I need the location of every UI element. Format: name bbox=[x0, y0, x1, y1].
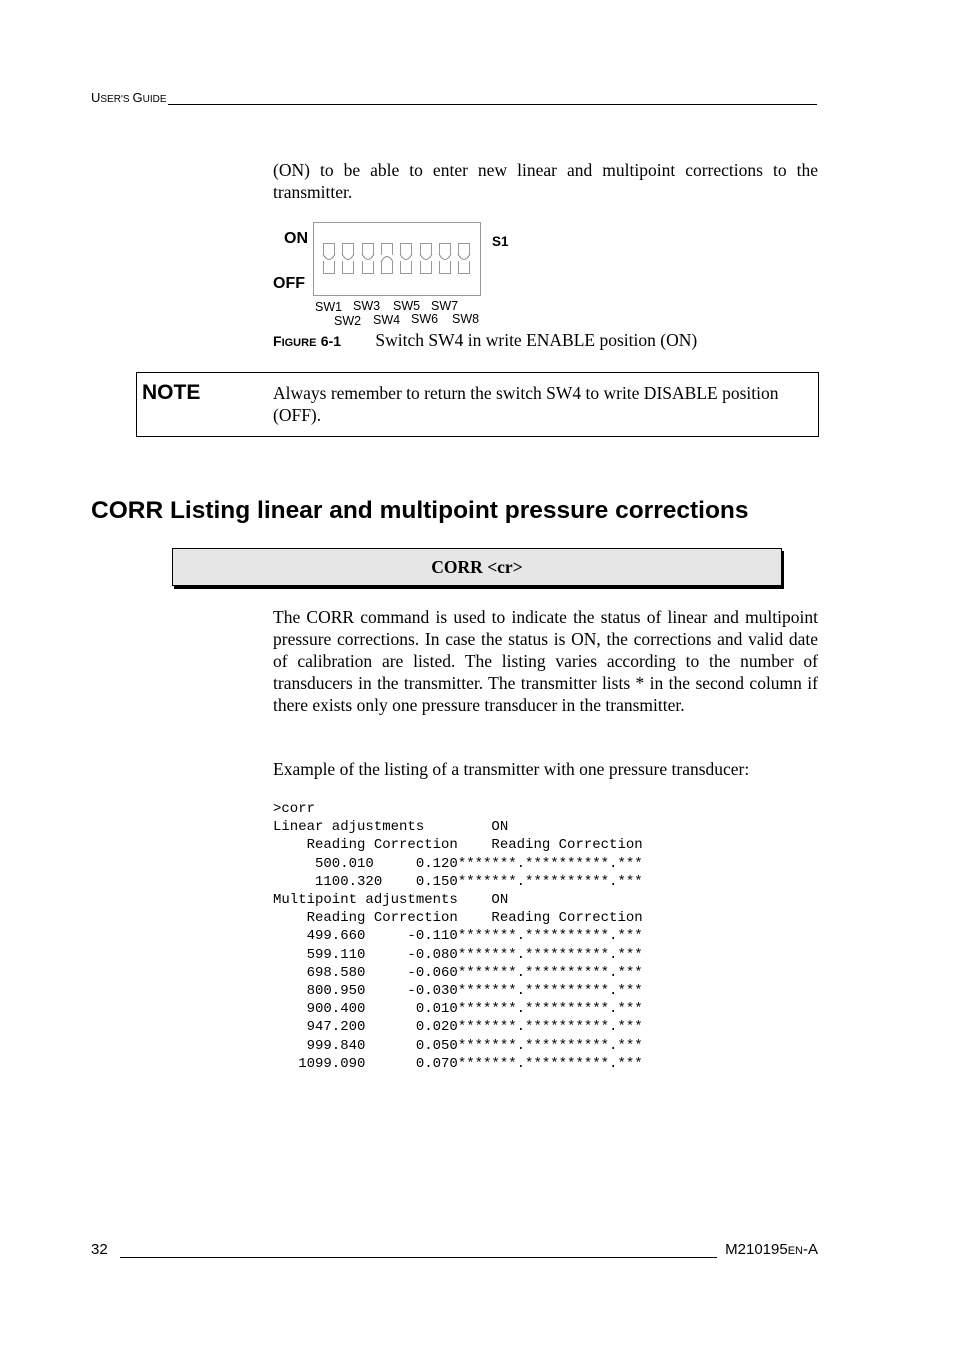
listing-line: Reading Correction Reading Correction bbox=[273, 910, 643, 927]
listing-line: 1099.090 0.070*******.**********.*** bbox=[273, 1055, 643, 1072]
page-number: 32 bbox=[91, 1241, 108, 1258]
switch-label: SW3 bbox=[353, 299, 381, 313]
listing-line: 499.660 -0.110*******.**********.*** bbox=[273, 928, 643, 945]
running-header bbox=[91, 90, 817, 105]
listing-line: Reading Correction Reading Correction bbox=[273, 837, 643, 854]
switch-label: SW8 bbox=[452, 312, 480, 326]
running-footer bbox=[91, 1241, 818, 1258]
off-label: OFF bbox=[273, 275, 305, 292]
header-letter: U bbox=[91, 90, 101, 105]
switch-label: SW2 bbox=[334, 314, 362, 328]
figure-caption bbox=[273, 330, 818, 351]
switch-name: S1 bbox=[492, 234, 509, 249]
listing-line: Multipoint adjustments ON bbox=[273, 892, 509, 909]
listing-line: 947.200 0.020*******.**********.*** bbox=[273, 1019, 643, 1036]
on-label: ON bbox=[284, 230, 308, 247]
listing-line: >corr bbox=[273, 801, 316, 817]
description-paragraph: The CORR command is used to indicate the status of linear and multipoint pressure corrections. In case the status is ON, the corrections and valid date of calibration are listed. The listing varies according to the number of transducers in the transmitter. The transmitter lists * in the second column if there exists only one pressure transducer in the transmitter. bbox=[273, 607, 818, 715]
note-label: NOTE bbox=[142, 381, 201, 404]
doc-code bbox=[725, 1241, 818, 1258]
listing-line: 800.950 -0.030*******.**********.*** bbox=[273, 983, 643, 1000]
listing-line: 698.580 -0.060*******.**********.*** bbox=[273, 964, 643, 981]
listing-line: 500.010 0.120*******.**********.*** bbox=[273, 855, 643, 872]
dip-switch-block bbox=[313, 222, 481, 296]
doc-code-suffix: -A bbox=[803, 1241, 818, 1258]
dip-switch bbox=[420, 243, 433, 275]
dip-switch bbox=[439, 243, 452, 275]
dip-switch bbox=[323, 243, 336, 275]
switch-label: SW1 bbox=[315, 300, 343, 314]
command-listing bbox=[273, 800, 643, 1073]
switch-label: SW4 bbox=[373, 313, 401, 327]
dip-switch bbox=[400, 243, 413, 275]
listing-line: 1100.320 0.150*******.**********.*** bbox=[273, 873, 643, 890]
dip-switch bbox=[362, 243, 375, 275]
section-heading: CORR Listing linear and multipoint pressure corrections bbox=[91, 497, 749, 524]
command-box bbox=[172, 548, 782, 586]
header-letters: UIDE bbox=[142, 94, 167, 105]
dip-switch bbox=[342, 243, 355, 275]
switch-label: SW7 bbox=[431, 299, 459, 313]
intro-paragraph: (ON) to be able to enter new linear and multipoint corrections to the transmitter. bbox=[273, 160, 818, 202]
header-rule bbox=[168, 92, 817, 105]
caption-letter: F bbox=[273, 333, 282, 349]
dip-switch bbox=[381, 243, 394, 275]
switch-label: SW6 bbox=[411, 312, 439, 326]
dip-switch bbox=[458, 243, 471, 275]
listing-line: 900.400 0.010*******.**********.*** bbox=[273, 1001, 643, 1018]
footer-rule bbox=[120, 1242, 717, 1258]
note-text: Always remember to return the switch SW4 to write DISABLE position (OFF). bbox=[273, 383, 779, 425]
listing-line: Linear adjustments ON bbox=[273, 819, 509, 836]
caption-text: Switch SW4 in write ENABLE position (ON) bbox=[375, 330, 698, 350]
example-intro: Example of the listing of a transmitter with one pressure transducer: bbox=[273, 759, 750, 779]
header-letter: G bbox=[132, 90, 143, 105]
listing-line: 599.110 -0.080*******.**********.*** bbox=[273, 946, 643, 963]
caption-letters: IGURE bbox=[281, 337, 317, 349]
doc-code-main: M210195 bbox=[725, 1241, 788, 1258]
command-text: CORR <cr> bbox=[431, 556, 523, 577]
switch-label: SW5 bbox=[393, 299, 421, 313]
doc-code-small: EN bbox=[787, 1245, 803, 1257]
header-letters: SER'S bbox=[100, 94, 130, 105]
listing-line: 999.840 0.050*******.**********.*** bbox=[273, 1037, 643, 1054]
caption-number: 6-1 bbox=[320, 333, 342, 349]
